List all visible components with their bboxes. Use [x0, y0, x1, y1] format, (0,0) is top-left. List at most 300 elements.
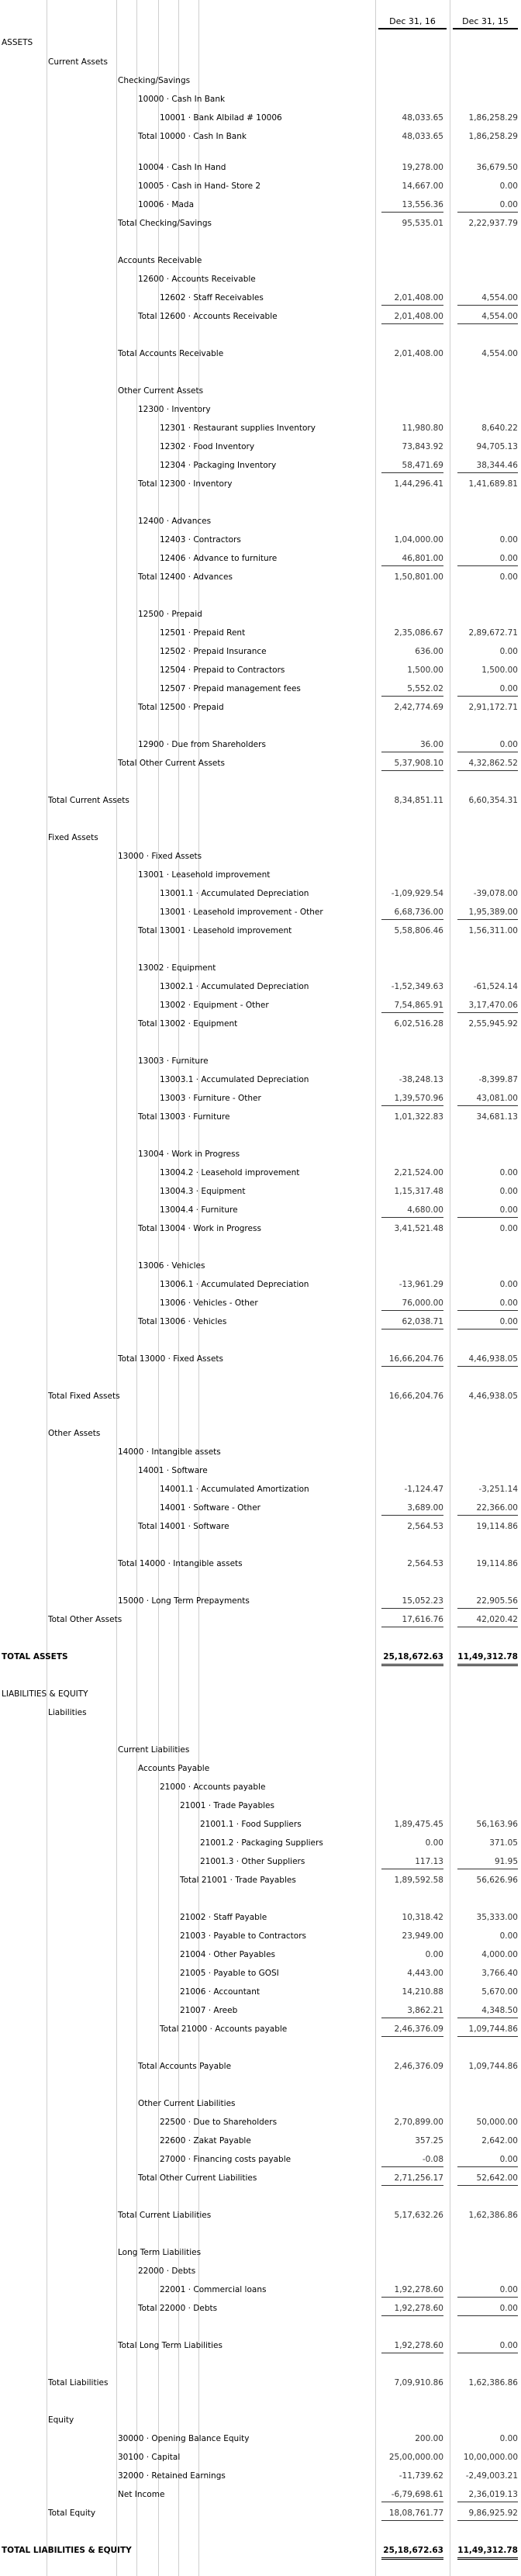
account-label: Total 14001 · Software [138, 1522, 229, 1531]
account-row [0, 36, 521, 50]
account-label: Total Liabilities [48, 2378, 109, 2388]
account-row [0, 1687, 521, 1701]
amount-dec-31-15: 56,163.96 [476, 1820, 518, 1829]
amount-dec-31-16: 2,564.53 [407, 1522, 443, 1531]
account-label: 21001.1 · Food Suppliers [200, 1820, 302, 1829]
account-label: 10006 · Mada [138, 200, 195, 209]
account-label: 22600 · Zakat Payable [160, 2136, 251, 2146]
amount-dec-31-15: 42,020.42 [457, 1613, 518, 1627]
account-label: Liabilities [48, 1708, 87, 1717]
amount-dec-31-16: 2,01,408.00 [381, 291, 443, 306]
account-label: 12900 · Due from Shareholders [138, 740, 266, 749]
account-label: 21002 · Staff Payable [180, 1913, 267, 1922]
amount-dec-31-16: 58,471.69 [381, 458, 443, 473]
account-label: 12304 · Packaging Inventory [160, 461, 277, 470]
account-label: 13002 · Equipment - Other [160, 1001, 269, 1010]
account-label: 12501 · Prepaid Rent [160, 628, 246, 638]
amount-dec-31-15: 1,86,258.29 [468, 113, 518, 123]
amount-dec-31-15: -2,49,003.21 [465, 2471, 518, 2481]
amount-dec-31-15: 8,640.22 [481, 424, 518, 433]
account-label: Total Other Current Assets [118, 759, 225, 768]
amount-dec-31-16: 2,35,086.67 [394, 628, 443, 638]
amount-dec-31-15: 4,32,862.52 [457, 756, 518, 771]
amount-dec-31-16: 1,92,278.60 [381, 2339, 443, 2353]
total-row [0, 1110, 521, 1124]
amount-dec-31-15: 5,670.00 [481, 1987, 518, 1997]
account-row [0, 682, 521, 696]
account-label: TOTAL ASSETS [2, 1652, 68, 1661]
amount-dec-31-15: -8,399.87 [478, 1075, 518, 1084]
account-row [0, 1780, 521, 1794]
account-label: Total Current Assets [48, 796, 129, 805]
account-row [0, 868, 521, 882]
account-label: Other Current Liabilities [138, 2099, 236, 2108]
amount-dec-31-16: -6,79,698.61 [381, 2488, 443, 2502]
amount-dec-31-15: 22,366.00 [457, 1501, 518, 1516]
account-label: TOTAL LIABILITIES & EQUITY [2, 2546, 132, 2555]
amount-dec-31-16: 8,34,851.11 [394, 796, 443, 805]
account-label: Total Fixed Assets [48, 1392, 120, 1401]
amount-dec-31-15: 0.00 [457, 738, 518, 752]
account-label: 12602 · Staff Receivables [160, 293, 264, 303]
account-label: 10000 · Cash In Bank [138, 95, 226, 104]
total-row [0, 2376, 521, 2390]
account-label: 21007 · Areeb [180, 2006, 238, 2015]
amount-dec-31-16: 1,92,278.60 [381, 2283, 443, 2298]
amount-dec-31-16: 17,616.76 [381, 1613, 443, 1627]
account-label: 12406 · Advance to furniture [160, 554, 278, 563]
account-label: Current Liabilities [118, 1745, 190, 1755]
total-row [0, 2022, 521, 2036]
account-label: 21000 · Accounts payable [160, 1782, 266, 1792]
account-label: Total 12500 · Prepaid [138, 703, 224, 712]
column-header-dec-31-15: Dec 31, 15 [453, 16, 518, 29]
account-label: Total 14000 · Intangible assets [118, 1559, 243, 1568]
account-label: Total 12600 · Accounts Receivable [138, 312, 278, 321]
amount-dec-31-16: -0.08 [381, 2152, 443, 2167]
account-label: 13000 · Fixed Assets [118, 852, 202, 861]
total-row [0, 2059, 521, 2073]
amount-dec-31-16: 25,18,672.63 [381, 2543, 443, 2560]
total-row [0, 756, 521, 770]
account-row [0, 1836, 521, 1850]
account-label: Total 10000 · Cash In Bank [138, 132, 247, 141]
amount-dec-31-16: 76,000.00 [381, 1296, 443, 1311]
account-row [0, 1966, 521, 1980]
grand-total-row [0, 1650, 521, 1664]
account-row [0, 2115, 521, 2129]
total-row [0, 1873, 521, 1887]
account-row [0, 607, 521, 621]
amount-dec-31-16: 4,443.00 [407, 1969, 443, 1978]
amount-dec-31-16: 2,71,256.17 [381, 2171, 443, 2186]
amount-dec-31-16: 14,667.00 [402, 182, 443, 191]
amount-dec-31-15: 0.00 [457, 2339, 518, 2353]
amount-dec-31-16: 36.00 [381, 738, 443, 752]
total-row [0, 1352, 521, 1366]
account-label: 22500 · Due to Shareholders [160, 2118, 278, 2127]
account-label: Other Current Assets [118, 386, 204, 396]
account-row [0, 2283, 521, 2297]
account-label: Other Assets [48, 1429, 101, 1438]
amount-dec-31-16: 1,04,000.00 [394, 535, 443, 545]
account-row [0, 738, 521, 752]
account-row [0, 1147, 521, 1161]
account-label: 32000 · Retained Earnings [118, 2471, 226, 2481]
account-label: Net Income [118, 2490, 165, 2499]
total-row [0, 309, 521, 323]
account-label: 14001.1 · Accumulated Amortization [160, 1485, 309, 1494]
amount-dec-31-16: 48,033.65 [402, 132, 443, 141]
account-row [0, 2450, 521, 2464]
account-row [0, 1091, 521, 1105]
total-row [0, 1557, 521, 1571]
amount-dec-31-15: 4,554.00 [457, 309, 518, 324]
amount-dec-31-16: 0.00 [425, 1838, 443, 1848]
amount-dec-31-16: 2,01,408.00 [381, 309, 443, 324]
amount-dec-31-16: 15,052.23 [381, 1594, 443, 1609]
column-header-dec-31-16: Dec 31, 16 [378, 16, 447, 29]
account-row [0, 92, 521, 106]
amount-dec-31-15: 56,626.96 [476, 1876, 518, 1885]
amount-dec-31-15: 2,36,019.13 [457, 2488, 518, 2502]
account-label: Total 21000 · Accounts payable [160, 2024, 288, 2034]
total-row [0, 1017, 521, 1031]
total-row [0, 216, 521, 230]
amount-dec-31-15: 1,09,744.86 [468, 2062, 518, 2071]
account-label: 13001 · Leasehold improvement [138, 870, 271, 880]
account-label: Accounts Receivable [118, 256, 202, 265]
account-label: Checking/Savings [118, 76, 191, 85]
account-label: Fixed Assets [48, 833, 98, 842]
amount-dec-31-15: 2,89,672.71 [468, 628, 518, 638]
account-label: 27000 · Financing costs payable [160, 2155, 292, 2164]
amount-dec-31-15: 0.00 [499, 1224, 518, 1233]
amount-dec-31-15: 0.00 [499, 1931, 518, 1941]
amount-dec-31-15: 3,766.40 [481, 1969, 518, 1978]
account-label: 10004 · Cash In Hand [138, 163, 226, 172]
account-label: 15000 · Long Term Prepayments [118, 1596, 250, 1606]
account-label: 12500 · Prepaid [138, 610, 202, 619]
amount-dec-31-15: 6,60,354.31 [468, 796, 518, 805]
account-row [0, 1594, 521, 1608]
amount-dec-31-16: 11,980.80 [402, 424, 443, 433]
amount-dec-31-16: 1,89,592.58 [394, 1876, 443, 1885]
account-label: 13004.4 · Furniture [160, 1205, 238, 1215]
account-row [0, 2004, 521, 2018]
amount-dec-31-16: 3,41,521.48 [394, 1224, 443, 1233]
amount-dec-31-16: 6,68,736.00 [381, 905, 443, 920]
account-label: 12507 · Prepaid management fees [160, 684, 301, 693]
amount-dec-31-16: 2,21,524.00 [394, 1168, 443, 1177]
amount-dec-31-15: 0.00 [499, 1168, 518, 1177]
account-row [0, 1203, 521, 1217]
amount-dec-31-15: 9,86,925.92 [457, 2506, 518, 2521]
grand-total-row [0, 2543, 521, 2557]
amount-dec-31-15: 0.00 [457, 198, 518, 213]
account-row [0, 1278, 521, 1291]
account-row [0, 55, 521, 69]
account-label: Total 12400 · Advances [138, 572, 233, 582]
amount-dec-31-16: 19,278.00 [402, 163, 443, 172]
amount-dec-31-15: 38,344.46 [457, 458, 518, 473]
amount-dec-31-15: 94,705.13 [476, 442, 518, 451]
account-row [0, 1482, 521, 1496]
amount-dec-31-15: 1,62,386.86 [468, 2211, 518, 2220]
amount-dec-31-15: 52,642.00 [457, 2171, 518, 2186]
account-row [0, 905, 521, 919]
amount-dec-31-15: -61,524.14 [473, 982, 518, 991]
account-row [0, 849, 521, 863]
amount-dec-31-16: 25,00,000.00 [388, 2453, 443, 2462]
account-label: Total 13003 · Furniture [138, 1112, 230, 1122]
amount-dec-31-16: 200.00 [415, 2434, 443, 2443]
total-row [0, 1520, 521, 1533]
amount-dec-31-15: 0.00 [499, 647, 518, 656]
account-row [0, 1426, 521, 1440]
account-row [0, 2152, 521, 2166]
amount-dec-31-15: 11,49,312.78 [457, 1650, 518, 1666]
amount-dec-31-15: 36,679.50 [476, 163, 518, 172]
amount-dec-31-15: 4,46,938.05 [468, 1392, 518, 1401]
amount-dec-31-15: 0.00 [457, 2301, 518, 2316]
account-label: 13006.1 · Accumulated Depreciation [160, 1280, 309, 1289]
account-label: 12502 · Prepaid Insurance [160, 647, 267, 656]
account-row [0, 1948, 521, 1962]
amount-dec-31-15: 4,348.50 [457, 2004, 518, 2018]
amount-dec-31-16: 48,033.65 [402, 113, 443, 123]
total-row [0, 1222, 521, 1236]
account-row [0, 998, 521, 1012]
account-label: 13003 · Furniture - Other [160, 1094, 261, 1103]
amount-dec-31-16: 3,689.00 [381, 1501, 443, 1516]
account-label: 21001.3 · Other Suppliers [200, 1857, 305, 1866]
account-label: 21005 · Payable to GOSI [180, 1969, 279, 1978]
amount-dec-31-16: 62,038.71 [381, 1315, 443, 1329]
amount-dec-31-16: 7,09,910.86 [394, 2378, 443, 2388]
total-row [0, 477, 521, 491]
account-label: 12403 · Contractors [160, 535, 241, 545]
amount-dec-31-15: 4,000.00 [481, 1950, 518, 1959]
amount-dec-31-16: -11,739.62 [399, 2471, 443, 2481]
amount-dec-31-16: -1,09,929.54 [391, 889, 443, 898]
amount-dec-31-16: -13,961.29 [399, 1280, 443, 1289]
account-label: ASSETS [2, 38, 33, 47]
account-label: 12504 · Prepaid to Contractors [160, 666, 285, 675]
account-row [0, 514, 521, 528]
account-label: Total Checking/Savings [118, 219, 212, 228]
account-label: 22000 · Debts [138, 2267, 196, 2276]
amount-dec-31-16: -1,124.47 [404, 1485, 443, 1494]
account-row [0, 1166, 521, 1180]
account-label: 13004 · Work in Progress [138, 1150, 240, 1159]
total-row [0, 1389, 521, 1403]
account-row [0, 1855, 521, 1869]
amount-dec-31-16: 14,210.88 [402, 1987, 443, 1997]
account-label: 21003 · Payable to Contractors [180, 1931, 306, 1941]
amount-dec-31-16: 5,552.02 [381, 682, 443, 697]
account-label: 13003 · Furniture [138, 1056, 209, 1066]
account-row [0, 403, 521, 417]
account-label: 10005 · Cash in Hand- Store 2 [138, 182, 261, 191]
account-label: Total 13004 · Work in Progress [138, 1224, 261, 1233]
amount-dec-31-16: 2,42,774.69 [394, 703, 443, 712]
account-row [0, 458, 521, 472]
account-label: 13002 · Equipment [138, 963, 216, 973]
amount-dec-31-16: 5,17,632.26 [394, 2211, 443, 2220]
account-row [0, 1817, 521, 1831]
amount-dec-31-15: 4,554.00 [481, 349, 518, 358]
account-label: Current Assets [48, 57, 108, 67]
account-row [0, 384, 521, 398]
account-row [0, 74, 521, 88]
amount-dec-31-16: -38,248.13 [399, 1075, 443, 1084]
account-label: 14001 · Software [138, 1466, 208, 1475]
account-row [0, 272, 521, 286]
account-label: LIABILITIES & EQUITY [2, 1689, 88, 1699]
amount-dec-31-16: 1,50,801.00 [394, 572, 443, 582]
total-row [0, 1315, 521, 1329]
account-row [0, 1501, 521, 1515]
amount-dec-31-15: 0.00 [457, 1296, 518, 1311]
amount-dec-31-15: 0.00 [499, 1280, 518, 1289]
amount-dec-31-15: -39,078.00 [473, 889, 518, 898]
account-row [0, 1910, 521, 1924]
total-row [0, 2339, 521, 2353]
account-label: 21001 · Trade Payables [180, 1801, 274, 1810]
amount-dec-31-15: 2,22,937.79 [468, 219, 518, 228]
total-row [0, 700, 521, 714]
amount-dec-31-15: 1,500.00 [481, 666, 518, 675]
account-row [0, 2469, 521, 2483]
account-row [0, 645, 521, 659]
account-row [0, 1259, 521, 1273]
account-label: 13001 · Leasehold improvement - Other [160, 908, 323, 917]
account-label: 13002.1 · Accumulated Depreciation [160, 982, 309, 991]
amount-dec-31-16: 1,15,317.48 [394, 1187, 443, 1196]
account-label: Total 13000 · Fixed Assets [118, 1354, 223, 1364]
amount-dec-31-16: 117.13 [381, 1855, 443, 1869]
amount-dec-31-15: 50,000.00 [476, 2118, 518, 2127]
account-label: 13004.2 · Leasehold improvement [160, 1168, 300, 1177]
account-label: 12302 · Food Inventory [160, 442, 255, 451]
account-row [0, 2432, 521, 2446]
account-row [0, 1296, 521, 1310]
amount-dec-31-15: 0.00 [457, 1203, 518, 1218]
amount-dec-31-15: 34,681.13 [476, 1112, 518, 1122]
amount-dec-31-16: 636.00 [415, 647, 443, 656]
account-row [0, 831, 521, 845]
account-row [0, 1464, 521, 1478]
amount-dec-31-16: 4,680.00 [381, 1203, 443, 1218]
amount-dec-31-16: 46,801.00 [381, 552, 443, 566]
account-label: 13006 · Vehicles [138, 1261, 205, 1271]
amount-dec-31-16: 10,318.42 [402, 1913, 443, 1922]
account-label: Equity [48, 2415, 74, 2425]
account-label: Total Other Current Liabilities [138, 2173, 257, 2183]
account-row [0, 421, 521, 435]
amount-dec-31-15: 0.00 [499, 572, 518, 582]
account-label: 12301 · Restaurant supplies Inventory [160, 424, 316, 433]
amount-dec-31-15: 0.00 [457, 552, 518, 566]
amount-dec-31-16: 5,58,806.46 [394, 926, 443, 935]
amount-dec-31-15: 0.00 [457, 2152, 518, 2167]
account-row [0, 1743, 521, 1757]
account-row [0, 2264, 521, 2278]
amount-dec-31-15: 1,56,311.00 [468, 926, 518, 935]
account-label: Total 22000 · Debts [138, 2304, 218, 2313]
account-row [0, 1073, 521, 1087]
account-row [0, 1799, 521, 1813]
total-row [0, 924, 521, 938]
amount-dec-31-15: 1,86,258.29 [468, 132, 518, 141]
account-row [0, 440, 521, 454]
amount-dec-31-16: 7,54,865.91 [381, 998, 443, 1013]
account-row [0, 1184, 521, 1198]
account-label: 14000 · Intangible assets [118, 1447, 221, 1457]
account-row [0, 2134, 521, 2148]
amount-dec-31-16: 2,564.53 [407, 1559, 443, 1568]
amount-dec-31-15: 2,91,172.71 [468, 703, 518, 712]
total-row [0, 2301, 521, 2315]
total-row [0, 570, 521, 584]
account-row [0, 1985, 521, 1999]
account-label: Total 21001 · Trade Payables [180, 1876, 296, 1885]
account-label: Total Current Liabilities [118, 2211, 212, 2220]
total-row [0, 2171, 521, 2185]
amount-dec-31-16: 2,46,376.09 [381, 2022, 443, 2037]
amount-dec-31-16: 95,535.01 [402, 219, 443, 228]
amount-dec-31-16: 1,01,322.83 [394, 1112, 443, 1122]
account-row [0, 2097, 521, 2111]
account-row [0, 961, 521, 975]
account-label: 12600 · Accounts Receivable [138, 275, 256, 284]
amount-dec-31-16: 6,02,516.28 [394, 1019, 443, 1029]
account-label: Total 13002 · Equipment [138, 1019, 238, 1029]
account-label: Total 13001 · Leasehold improvement [138, 926, 292, 935]
account-label: 30100 · Capital [118, 2453, 181, 2462]
amount-dec-31-16: 73,843.92 [402, 442, 443, 451]
amount-dec-31-15: 0.00 [457, 1315, 518, 1329]
account-label: 12300 · Inventory [138, 405, 211, 414]
amount-dec-31-15: 4,554.00 [457, 291, 518, 306]
amount-dec-31-15: 1,62,386.86 [468, 2378, 518, 2388]
amount-dec-31-16: 18,08,761.77 [381, 2506, 443, 2521]
account-label: 14001 · Software - Other [160, 1503, 260, 1513]
total-row [0, 794, 521, 807]
amount-dec-31-15: 43,081.00 [457, 1091, 518, 1106]
account-label: 21001.2 · Packaging Suppliers [200, 1838, 323, 1848]
total-row [0, 1613, 521, 1627]
account-row [0, 1929, 521, 1943]
amount-dec-31-16: 357.25 [415, 2136, 443, 2146]
amount-dec-31-15: 0.00 [499, 2434, 518, 2443]
amount-dec-31-15: 1,09,744.86 [457, 2022, 518, 2037]
account-row [0, 254, 521, 268]
account-row [0, 2488, 521, 2502]
account-label: Total Equity [48, 2509, 96, 2518]
amount-dec-31-16: 16,66,204.76 [381, 1352, 443, 1367]
account-row [0, 291, 521, 305]
account-row [0, 179, 521, 193]
amount-dec-31-15: 35,333.00 [476, 1913, 518, 1922]
amount-dec-31-15: -3,251.14 [478, 1485, 518, 1494]
account-row [0, 887, 521, 901]
account-row [0, 533, 521, 547]
amount-dec-31-16: 23,949.00 [402, 1931, 443, 1941]
account-row [0, 552, 521, 565]
account-label: Accounts Payable [138, 1764, 210, 1773]
